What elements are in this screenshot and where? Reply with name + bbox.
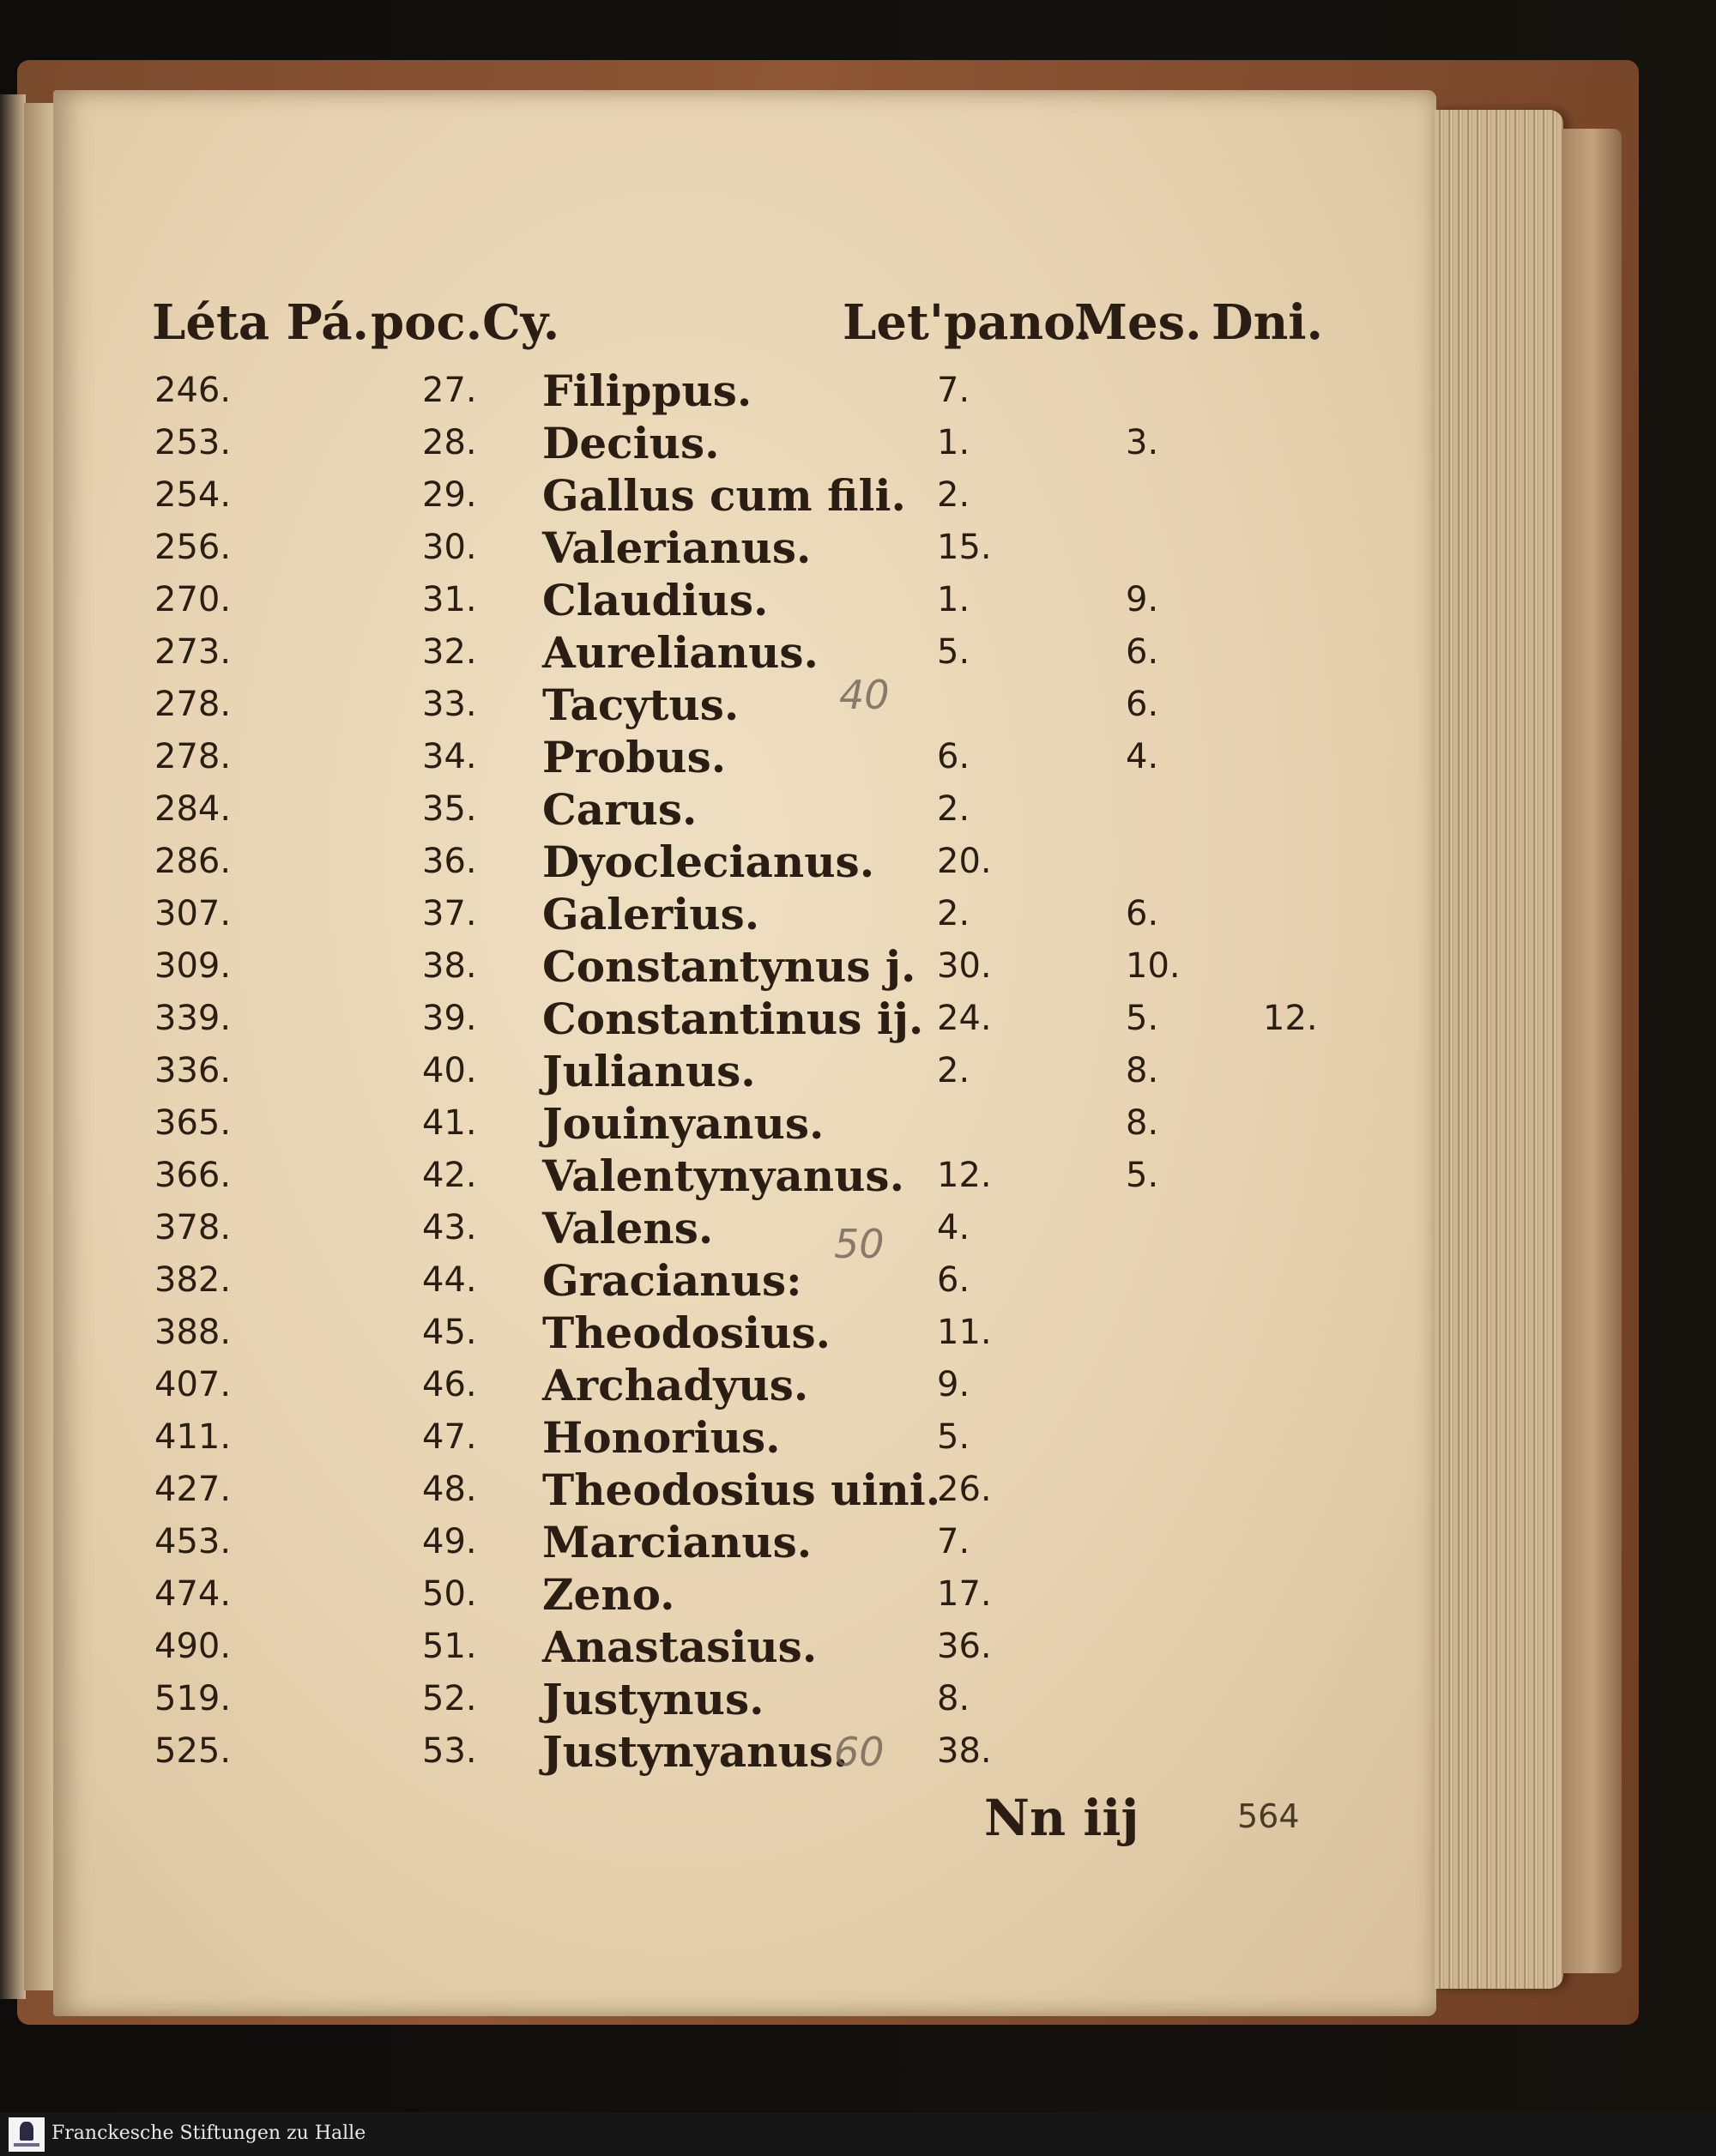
emperor-name: Anastasius. <box>542 1622 818 1672</box>
institution-name: Franckesche Stiftungen zu Halle <box>51 2123 366 2144</box>
year-cell: 365. <box>154 1103 232 1143</box>
reign-years-cell: 2. <box>937 475 970 515</box>
number-cell: 45. <box>422 1313 477 1352</box>
number-cell: 44. <box>422 1260 477 1300</box>
header-days-col: Dni. <box>1211 294 1324 351</box>
number-cell: 30. <box>422 528 477 567</box>
number-cell: 35. <box>422 789 477 829</box>
year-cell: 427. <box>154 1470 232 1509</box>
emperor-name: Decius. <box>542 418 720 468</box>
table-row <box>148 1725 1349 1778</box>
number-cell: 53. <box>422 1731 477 1771</box>
emperor-name: Gracianus: <box>542 1255 802 1306</box>
number-cell: 43. <box>422 1208 477 1247</box>
number-cell: 36. <box>422 842 477 881</box>
table-row <box>148 1568 1349 1621</box>
table-row <box>148 1464 1349 1516</box>
number-cell: 28. <box>422 423 477 462</box>
reign-years-cell: 5. <box>937 1417 970 1457</box>
table-row <box>148 1673 1349 1725</box>
year-cell: 378. <box>154 1208 232 1247</box>
days-cell: 12. <box>1263 999 1318 1038</box>
reign-years-cell: 2. <box>937 789 970 829</box>
header-number-col: poc.Cy. <box>371 294 560 351</box>
year-cell: 253. <box>154 423 232 462</box>
emperor-name: Filippus. <box>542 365 752 416</box>
table-row <box>148 888 1349 940</box>
number-cell: 38. <box>422 946 477 986</box>
reign-years-cell: 24. <box>937 999 992 1038</box>
months-cell: 5. <box>1126 1156 1159 1195</box>
months-cell: 4. <box>1126 737 1159 776</box>
months-cell: 6. <box>1126 894 1159 933</box>
emperor-name: Theodosius uini. <box>542 1465 941 1515</box>
reign-years-cell: 1. <box>937 423 970 462</box>
table-row <box>148 993 1349 1045</box>
emperor-name: Valens. <box>542 1203 714 1253</box>
table-row <box>148 783 1349 836</box>
reign-years-cell: 11. <box>937 1313 992 1352</box>
year-cell: 453. <box>154 1522 232 1561</box>
emperor-name: Honorius. <box>542 1412 781 1463</box>
year-cell: 382. <box>154 1260 232 1300</box>
number-cell: 34. <box>422 737 477 776</box>
emperor-name: Valerianus. <box>542 522 812 573</box>
reign-years-cell: 9. <box>937 1365 970 1404</box>
year-cell: 270. <box>154 580 232 619</box>
months-cell: 5. <box>1126 999 1159 1038</box>
emperor-name: Carus. <box>542 784 698 835</box>
header-years-col: Léta Pá. <box>152 294 370 351</box>
reign-years-cell: 7. <box>937 1522 970 1561</box>
year-cell: 278. <box>154 737 232 776</box>
emperor-name: Justynus. <box>542 1674 764 1724</box>
year-cell: 336. <box>154 1051 232 1090</box>
year-cell: 309. <box>154 946 232 986</box>
table-rows <box>148 365 1349 1778</box>
number-cell: 33. <box>422 685 477 724</box>
emperor-name: Probus. <box>542 732 727 782</box>
table-row <box>148 365 1349 417</box>
year-cell: 284. <box>154 789 232 829</box>
year-cell: 339. <box>154 999 232 1038</box>
year-cell: 278. <box>154 685 232 724</box>
signature-mark: Nn iij <box>984 1789 1139 1847</box>
table-row <box>148 1516 1349 1568</box>
emperor-name: Archadyus. <box>542 1360 809 1410</box>
table-row <box>148 940 1349 993</box>
reign-years-cell: 38. <box>937 1731 992 1771</box>
year-cell: 286. <box>154 842 232 881</box>
months-cell: 6. <box>1126 685 1159 724</box>
year-cell: 307. <box>154 894 232 933</box>
reign-years-cell: 6. <box>937 1260 970 1300</box>
emperor-name: Marcianus. <box>542 1517 813 1567</box>
emperor-name: Claudius. <box>542 575 769 625</box>
reign-years-cell: 2. <box>937 1051 970 1090</box>
number-cell: 31. <box>422 580 477 619</box>
emperor-name: Theodosius. <box>542 1307 831 1358</box>
table-row <box>148 731 1349 783</box>
number-cell: 40. <box>422 1051 477 1090</box>
table-row <box>148 1411 1349 1464</box>
table-row <box>148 626 1349 679</box>
header-months-col: Mes. <box>1074 294 1202 351</box>
table-row <box>148 417 1349 469</box>
year-cell: 411. <box>154 1417 232 1457</box>
table-row <box>148 1359 1349 1411</box>
table-row <box>148 1307 1349 1359</box>
reign-years-cell: 5. <box>937 632 970 672</box>
year-cell: 388. <box>154 1313 232 1352</box>
year-cell: 525. <box>154 1731 232 1771</box>
emperor-name: Constantinus ij. <box>542 993 924 1044</box>
number-cell: 32. <box>422 632 477 672</box>
table-row <box>148 574 1349 626</box>
reign-years-cell: 4. <box>937 1208 970 1247</box>
table-row <box>148 1097 1349 1150</box>
year-cell: 407. <box>154 1365 232 1404</box>
reign-years-cell: 36. <box>937 1627 992 1666</box>
reign-years-cell: 26. <box>937 1470 992 1509</box>
catchword: 564 <box>1237 1797 1300 1835</box>
number-cell: 41. <box>422 1103 477 1143</box>
emperor-name: Valentynyanus. <box>542 1150 904 1201</box>
year-cell: 519. <box>154 1679 232 1718</box>
emperor-name: Constantynus j. <box>542 941 916 992</box>
institution-logo-icon <box>9 2117 45 2152</box>
reign-years-cell: 12. <box>937 1156 992 1195</box>
reign-years-cell: 8. <box>937 1679 970 1718</box>
reign-years-cell: 2. <box>937 894 970 933</box>
number-cell: 39. <box>422 999 477 1038</box>
months-cell: 10. <box>1126 946 1181 986</box>
emperor-name: Julianus. <box>542 1046 756 1096</box>
reign-years-cell: 20. <box>937 842 992 881</box>
emperor-name: Jouinyanus. <box>542 1098 825 1149</box>
pencil-mark: 40 <box>839 672 890 718</box>
table-row <box>148 1045 1349 1097</box>
table-row <box>148 1621 1349 1673</box>
number-cell: 27. <box>422 371 477 410</box>
number-cell: 50. <box>422 1574 477 1614</box>
months-cell: 3. <box>1126 423 1159 462</box>
emperor-name: Tacytus. <box>542 679 740 730</box>
year-cell: 256. <box>154 528 232 567</box>
number-cell: 48. <box>422 1470 477 1509</box>
number-cell: 29. <box>422 475 477 515</box>
reign-years-cell: 7. <box>937 371 970 410</box>
left-page-edge <box>0 94 26 1999</box>
number-cell: 46. <box>422 1365 477 1404</box>
months-cell: 6. <box>1126 632 1159 672</box>
emperor-name: Aurelianus. <box>542 627 819 678</box>
number-cell: 42. <box>422 1156 477 1195</box>
table-row <box>148 836 1349 888</box>
reign-years-cell: 6. <box>937 737 970 776</box>
pencil-mark: 50 <box>834 1221 885 1267</box>
reign-years-cell: 1. <box>937 580 970 619</box>
year-cell: 246. <box>154 371 232 410</box>
header-reign-years-col: Let'pano. <box>843 294 1092 351</box>
number-cell: 51. <box>422 1627 477 1666</box>
number-cell: 47. <box>422 1417 477 1457</box>
reign-years-cell: 17. <box>937 1574 992 1614</box>
reign-years-cell: 30. <box>937 946 992 986</box>
emperor-name: Galerius. <box>542 889 760 939</box>
table-row <box>148 1254 1349 1307</box>
pencil-mark: 60 <box>834 1729 885 1775</box>
table-row <box>148 1202 1349 1254</box>
emperor-name: Zeno. <box>542 1569 675 1620</box>
footer-bar <box>0 2112 1716 2156</box>
months-cell: 8. <box>1126 1051 1159 1090</box>
year-cell: 366. <box>154 1156 232 1195</box>
year-cell: 273. <box>154 632 232 672</box>
number-cell: 49. <box>422 1522 477 1561</box>
months-cell: 9. <box>1126 580 1159 619</box>
table-row <box>148 522 1349 574</box>
months-cell: 8. <box>1126 1103 1159 1143</box>
year-cell: 254. <box>154 475 232 515</box>
table-header <box>148 294 1349 354</box>
cover-edge <box>1562 129 1622 1973</box>
emperor-name: Dyoclecianus. <box>542 836 875 887</box>
book-page <box>53 90 1436 2016</box>
number-cell: 37. <box>422 894 477 933</box>
table-row <box>148 469 1349 522</box>
table-row <box>148 1150 1349 1202</box>
year-cell: 474. <box>154 1574 232 1614</box>
emperor-name: Justynyanus. <box>542 1726 849 1777</box>
year-cell: 490. <box>154 1627 232 1666</box>
table-row <box>148 679 1349 731</box>
page-block-edges <box>1435 110 1563 1989</box>
number-cell: 52. <box>422 1679 477 1718</box>
reign-years-cell: 15. <box>937 528 992 567</box>
emperor-name: Gallus cum fili. <box>542 470 906 521</box>
